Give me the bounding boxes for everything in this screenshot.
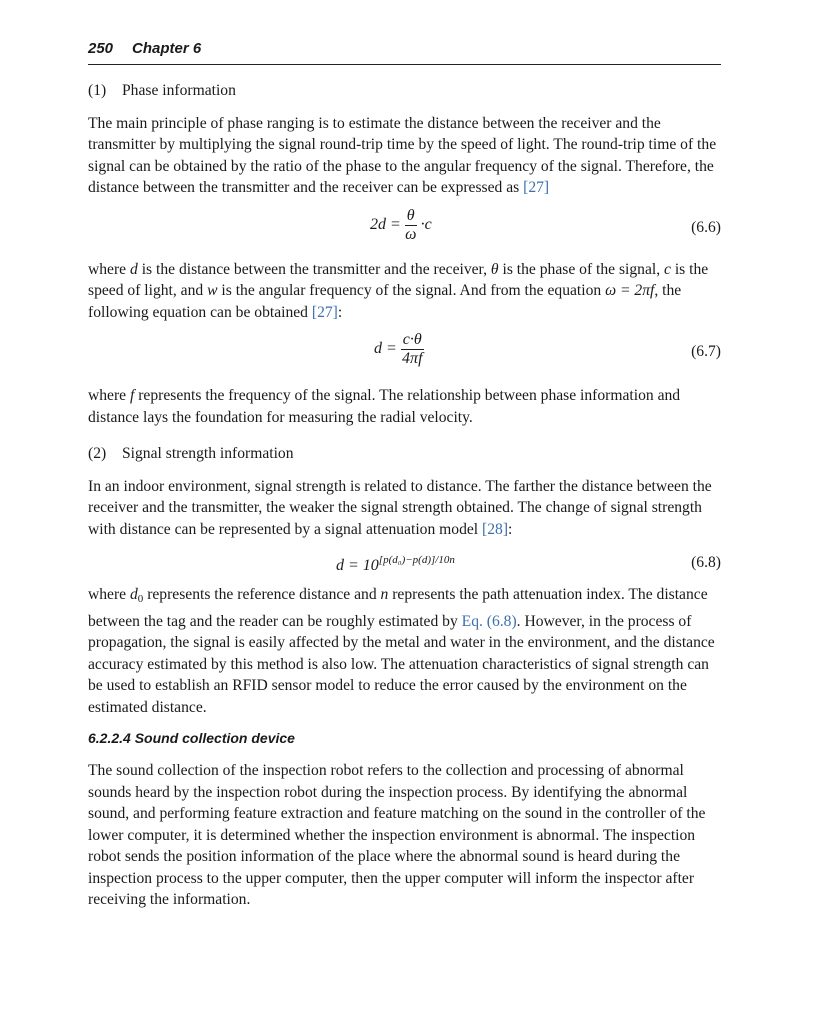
item-number: (1) xyxy=(88,82,107,99)
equation-6-8: $d = 10^{[p(d_0)-p(d)]/10n}$ (6.8) xyxy=(336,554,721,574)
paragraph-sound-collection: The sound collection of the inspection robot refers to the collection and processing of abnormal sounds heard by the inspection robot during the inspection process. By identifying the abnormal sound, and performing feature extraction and feature matching on the sound in the controller of the lower computer, it is determined whether the inspection environment is abnormal. The inspection robot sends the position information of the place where the abnormal sound is heard during the inspection process to the upper computer, then the upper computer will inform the inspector after receiving the information. xyxy=(88,762,706,908)
paragraph-indoor-environment: In an indoor environment, signal strength is related to distance. The farther the distance between the receiver and the transmitter, the weaker the signal strength obtained. The change of signal strength with distance can be represented by a signal attenuation model [28]: xyxy=(88,477,712,538)
equation-link[interactable]: Eq. (6.8) xyxy=(461,612,517,630)
equation-6-6: 2d = $\frac{\theta}{\omega}$ ·c (6.6) xyxy=(370,206,721,243)
equation-6-7: d = $\frac{c\cdot\theta}{4\pi f}$ (6.7) xyxy=(374,331,721,367)
citation-link[interactable]: [27] xyxy=(523,179,550,196)
equation-number: (6.8) xyxy=(691,554,721,571)
section-heading: 6.2.2.4 Sound collection device xyxy=(88,730,295,746)
paragraph-where-f: where f represents the frequency of the signal. The relationship between phase information and distance lays the foundation for measuring the radial velocity. xyxy=(88,387,681,426)
item-number: (2) xyxy=(88,445,107,462)
citation-link[interactable]: [28] xyxy=(482,520,509,538)
item-title: Phase information xyxy=(122,82,236,99)
item-signal-strength xyxy=(88,443,721,465)
paragraph-phase-ranging: The main principle of phase ranging is to estimate the distance between the receiver and the transmitter by multiplying the signal round-trip time by the speed of light. The round-trip time of the signal can be obtained by the ratio of the phase to the angular frequency of the signal. Therefore, the distance between the transmitter and the receiver can be expressed as [27] xyxy=(88,114,717,196)
citation-link[interactable]: [27] xyxy=(311,303,338,321)
paragraph-where-d: where d is the distance between the transmitter and the receiver, θ is the phase of the signal, c is the speed of light, and w is the angular frequency of the signal. And from the equation ω = 2πf, the following equation can be obtained [27]: xyxy=(88,260,709,321)
page xyxy=(88,38,721,911)
item-phase-information xyxy=(88,80,721,102)
equation-number: (6.6) xyxy=(691,218,721,236)
paragraph-reference-distance: where $d_0$ represents the reference distance and n represents the path attenuation index. The distance between the tag and the reader can be roughly estimated by Eq. (6.8). However, in the process of propagation, the signal is easily affected by the metal and water in the environment, and the distance accuracy estimated by this method is also low. The attenuation characteristics of signal strength can be used to establish an RFID sensor model to reduce the error caused by the environment on the estimated distance. xyxy=(88,586,715,716)
item-title: Signal strength information xyxy=(122,445,294,462)
page-number: 250 xyxy=(88,40,114,57)
chapter-label: Chapter 6 xyxy=(132,40,202,57)
equation-number: (6.7) xyxy=(691,343,721,360)
running-header xyxy=(88,38,721,65)
